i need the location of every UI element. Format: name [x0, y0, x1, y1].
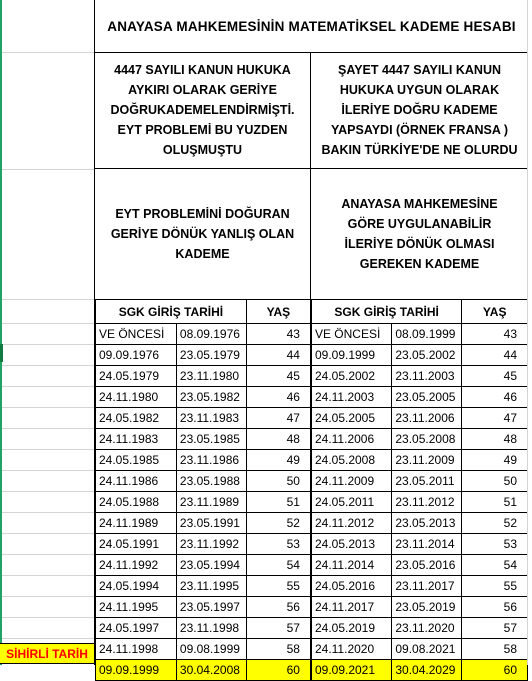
- right-end-date-cell[interactable]: 23.11.2003: [392, 366, 462, 387]
- right-start-date-cell[interactable]: 09.09.1999: [311, 345, 392, 366]
- right-age-cell[interactable]: 58: [462, 639, 528, 660]
- table-row: [96, 597, 528, 618]
- right-start-date-cell[interactable]: 24.05.2008: [311, 450, 392, 471]
- gridline: [0, 407, 94, 408]
- top-left-cell[interactable]: [95, 52, 311, 169]
- top-right-text: ŞAYET 4447 SAYILI KANUN HUKUKA UYGUN OLARAK İLERİYE DOĞRU KADEME YAPSAYDI (ÖRNEK FRANSA ) BAKIN TÜRKİYE'DE NE OLURDU: [321, 63, 518, 157]
- right-start-date-cell[interactable]: 24.05.2019: [311, 618, 392, 639]
- mid-left-cell[interactable]: [95, 169, 311, 299]
- right-end-date-cell[interactable]: 08.09.1999: [392, 324, 462, 345]
- left-start-date-cell[interactable]: 24.11.1986: [96, 471, 177, 492]
- right-end-date-cell[interactable]: 23.11.2020: [392, 618, 462, 639]
- gridline: [0, 617, 94, 618]
- table-row: [96, 534, 528, 555]
- left-start-date-cell[interactable]: VE ÖNCESİ: [96, 324, 177, 345]
- left-end-date-cell[interactable]: 23.11.1986: [176, 450, 246, 471]
- left-start-date-cell[interactable]: 24.11.1983: [96, 429, 177, 450]
- left-age-cell[interactable]: 54: [246, 555, 311, 576]
- left-age-cell[interactable]: 53: [246, 534, 311, 555]
- gridline: [0, 512, 94, 513]
- top-left-text: 4447 SAYILI KANUN HUKUKA AYKIRI OLARAK GERİYE DOĞRUKADEMELENDİRMİŞTİ. EYT PROBLEMİ BU YUZDEN OLUŞMUŞTU: [110, 63, 295, 157]
- left-end-date-cell[interactable]: 23.11.1980: [176, 366, 246, 387]
- gridline: [0, 575, 94, 576]
- right-age-cell[interactable]: 46: [462, 387, 528, 408]
- left-age-cell[interactable]: 43: [246, 324, 311, 345]
- gridline: [0, 365, 94, 366]
- right-age-cell[interactable]: 50: [462, 471, 528, 492]
- gridline: [0, 169, 94, 170]
- left-start-date-cell[interactable]: 24.05.1982: [96, 408, 177, 429]
- right-end-date-cell[interactable]: 23.05.2013: [392, 513, 462, 534]
- right-age-cell[interactable]: 52: [462, 513, 528, 534]
- right-end-date-cell[interactable]: 23.11.2017: [392, 576, 462, 597]
- right-end-date-cell[interactable]: 23.05.2005: [392, 387, 462, 408]
- left-end-date-cell[interactable]: 23.11.1995: [176, 576, 246, 597]
- mid-left-text: EYT PROBLEMİNİ DOĞURAN GERİYE DÖNÜK YANLIŞ OLAN KADEME: [110, 207, 295, 261]
- spreadsheet-sheet: [94, 0, 528, 677]
- left-start-date-cell[interactable]: 09.09.1999: [96, 660, 177, 681]
- right-start-date-cell[interactable]: 24.05.2011: [311, 492, 392, 513]
- left-end-date-cell[interactable]: 23.05.1997: [176, 597, 246, 618]
- right-end-date-cell[interactable]: 23.11.2009: [392, 450, 462, 471]
- table-row: [96, 618, 528, 639]
- left-age-cell[interactable]: 58: [246, 639, 311, 660]
- table-row: [96, 387, 528, 408]
- right-age-cell[interactable]: 56: [462, 597, 528, 618]
- left-age-cell[interactable]: 56: [246, 597, 311, 618]
- left-start-date-cell[interactable]: 24.11.1992: [96, 555, 177, 576]
- table-row: [96, 450, 528, 471]
- table-row: [96, 408, 528, 429]
- left-age-cell[interactable]: 55: [246, 576, 311, 597]
- right-age-cell[interactable]: 44: [462, 345, 528, 366]
- right-age-cell[interactable]: 49: [462, 450, 528, 471]
- left-end-date-cell[interactable]: 23.11.1989: [176, 492, 246, 513]
- right-end-date-cell[interactable]: 23.05.2019: [392, 597, 462, 618]
- left-end-date-cell[interactable]: 23.11.1992: [176, 534, 246, 555]
- left-end-date-cell[interactable]: 23.05.1991: [176, 513, 246, 534]
- right-age-cell[interactable]: 57: [462, 618, 528, 639]
- right-age-cell[interactable]: 53: [462, 534, 528, 555]
- left-start-date-cell[interactable]: 24.11.1995: [96, 597, 177, 618]
- right-start-date-cell[interactable]: 24.11.2017: [311, 597, 392, 618]
- left-age-cell[interactable]: 57: [246, 618, 311, 639]
- left-end-date-cell[interactable]: 23.11.1983: [176, 408, 246, 429]
- left-start-date-cell[interactable]: 24.05.1985: [96, 450, 177, 471]
- left-age-cell[interactable]: 48: [246, 429, 311, 450]
- table-row: [96, 324, 528, 345]
- header-right-age[interactable]: YAŞ: [462, 300, 528, 324]
- right-age-cell[interactable]: 54: [462, 555, 528, 576]
- table-row: [96, 639, 528, 660]
- gridline: [0, 386, 94, 387]
- right-gutter: [527, 0, 532, 665]
- left-end-date-cell[interactable]: 30.04.2008: [176, 660, 246, 681]
- left-start-date-cell[interactable]: 24.05.1988: [96, 492, 177, 513]
- right-end-date-cell[interactable]: 23.05.2008: [392, 429, 462, 450]
- left-start-date-cell[interactable]: 24.05.1979: [96, 366, 177, 387]
- left-start-date-cell[interactable]: 24.05.1997: [96, 618, 177, 639]
- gridline: [0, 428, 94, 429]
- table-row: [96, 429, 528, 450]
- right-start-date-cell[interactable]: 24.11.2020: [311, 639, 392, 660]
- gridline: [0, 470, 94, 471]
- gridline: [0, 449, 94, 450]
- row-header-area: [0, 0, 94, 665]
- left-start-date-cell[interactable]: 24.05.1994: [96, 576, 177, 597]
- right-end-date-cell[interactable]: 23.11.2006: [392, 408, 462, 429]
- left-age-cell[interactable]: 44: [246, 345, 311, 366]
- gridline: [0, 323, 94, 324]
- mid-right-text: ANAYASA MAHKEMESİNE GÖRE UYGULANABİLİR İLERİYE DÖNÜK OLMASI GEREKEN KADEME: [341, 197, 498, 271]
- right-age-cell[interactable]: 55: [462, 576, 528, 597]
- left-age-cell[interactable]: 60: [246, 660, 311, 681]
- right-start-date-cell[interactable]: 24.11.2012: [311, 513, 392, 534]
- page-title: ANAYASA MAHKEMESİNİN MATEMATİKSEL KADEME HESABI: [95, 0, 528, 53]
- left-end-date-cell[interactable]: 23.11.1998: [176, 618, 246, 639]
- right-age-cell[interactable]: 60: [462, 660, 528, 681]
- right-age-cell[interactable]: 51: [462, 492, 528, 513]
- top-right-cell[interactable]: [311, 52, 528, 169]
- left-start-date-cell[interactable]: 24.11.1989: [96, 513, 177, 534]
- table-row: [96, 471, 528, 492]
- gridline: [0, 344, 94, 345]
- right-age-cell[interactable]: 47: [462, 408, 528, 429]
- right-end-date-cell[interactable]: 23.05.2016: [392, 555, 462, 576]
- right-end-date-cell[interactable]: 23.05.2002: [392, 345, 462, 366]
- right-start-date-cell[interactable]: 24.05.2016: [311, 576, 392, 597]
- left-end-date-cell[interactable]: 23.05.1985: [176, 429, 246, 450]
- mid-right-cell[interactable]: [311, 169, 528, 299]
- right-start-date-cell[interactable]: 24.11.2009: [311, 471, 392, 492]
- right-start-date-cell[interactable]: 24.05.2005: [311, 408, 392, 429]
- header-left-age[interactable]: YAŞ: [246, 300, 311, 324]
- table-row: [96, 345, 528, 366]
- left-age-cell[interactable]: 51: [246, 492, 311, 513]
- right-start-date-cell[interactable]: 24.05.2013: [311, 534, 392, 555]
- gridline: [0, 491, 94, 492]
- right-start-date-cell[interactable]: VE ÖNCESİ: [311, 324, 392, 345]
- table-row: [96, 513, 528, 534]
- left-age-cell[interactable]: 46: [246, 387, 311, 408]
- left-end-date-cell[interactable]: 09.08.1999: [176, 639, 246, 660]
- right-start-date-cell[interactable]: 24.05.2002: [311, 366, 392, 387]
- left-end-date-cell[interactable]: 23.05.1979: [176, 345, 246, 366]
- right-start-date-cell[interactable]: 24.11.2006: [311, 429, 392, 450]
- left-age-cell[interactable]: 52: [246, 513, 311, 534]
- table-row: [96, 366, 528, 387]
- left-start-date-cell[interactable]: 24.11.1980: [96, 387, 177, 408]
- right-start-date-cell[interactable]: 24.11.2014: [311, 555, 392, 576]
- right-age-cell[interactable]: 45: [462, 366, 528, 387]
- table-header-row: [96, 300, 528, 324]
- left-age-cell[interactable]: 47: [246, 408, 311, 429]
- left-start-date-cell[interactable]: 24.11.1998: [96, 639, 177, 660]
- right-end-date-cell[interactable]: 23.05.2011: [392, 471, 462, 492]
- active-row-marker: [0, 344, 3, 362]
- table-row: [96, 555, 528, 576]
- gridline: [0, 638, 94, 639]
- gridline: [0, 299, 94, 300]
- table-row: [96, 660, 528, 681]
- left-end-date-cell[interactable]: 23.05.1982: [176, 387, 246, 408]
- left-end-date-cell[interactable]: 23.05.1988: [176, 471, 246, 492]
- gridline: [0, 533, 94, 534]
- right-start-date-cell[interactable]: 09.09.2021: [311, 660, 392, 681]
- header-left-date[interactable]: SGK GİRİŞ TARİHİ: [96, 300, 247, 324]
- right-end-date-cell[interactable]: 23.11.2012: [392, 492, 462, 513]
- gridline: [0, 596, 94, 597]
- left-start-date-cell[interactable]: 24.05.1991: [96, 534, 177, 555]
- left-end-date-cell[interactable]: 23.05.1994: [176, 555, 246, 576]
- left-age-cell[interactable]: 50: [246, 471, 311, 492]
- gridline: [0, 52, 94, 53]
- left-start-date-cell[interactable]: 09.09.1976: [96, 345, 177, 366]
- left-age-cell[interactable]: 49: [246, 450, 311, 471]
- table-row: [96, 576, 528, 597]
- magic-date-label[interactable]: SİHİRLİ TARİH: [0, 643, 94, 664]
- table-row: [96, 492, 528, 513]
- right-end-date-cell[interactable]: 23.11.2014: [392, 534, 462, 555]
- right-age-cell[interactable]: 43: [462, 324, 528, 345]
- gridline: [0, 554, 94, 555]
- left-age-cell[interactable]: 45: [246, 366, 311, 387]
- right-start-date-cell[interactable]: 24.11.2003: [311, 387, 392, 408]
- right-end-date-cell[interactable]: 30.04.2029: [392, 660, 462, 681]
- selection-indicator: [0, 0, 2, 665]
- left-end-date-cell[interactable]: 08.09.1976: [176, 324, 246, 345]
- header-right-date[interactable]: SGK GİRİŞ TARİHİ: [311, 300, 462, 324]
- right-age-cell[interactable]: 48: [462, 429, 528, 450]
- kademe-table: [95, 299, 528, 681]
- right-end-date-cell[interactable]: 09.08.2021: [392, 639, 462, 660]
